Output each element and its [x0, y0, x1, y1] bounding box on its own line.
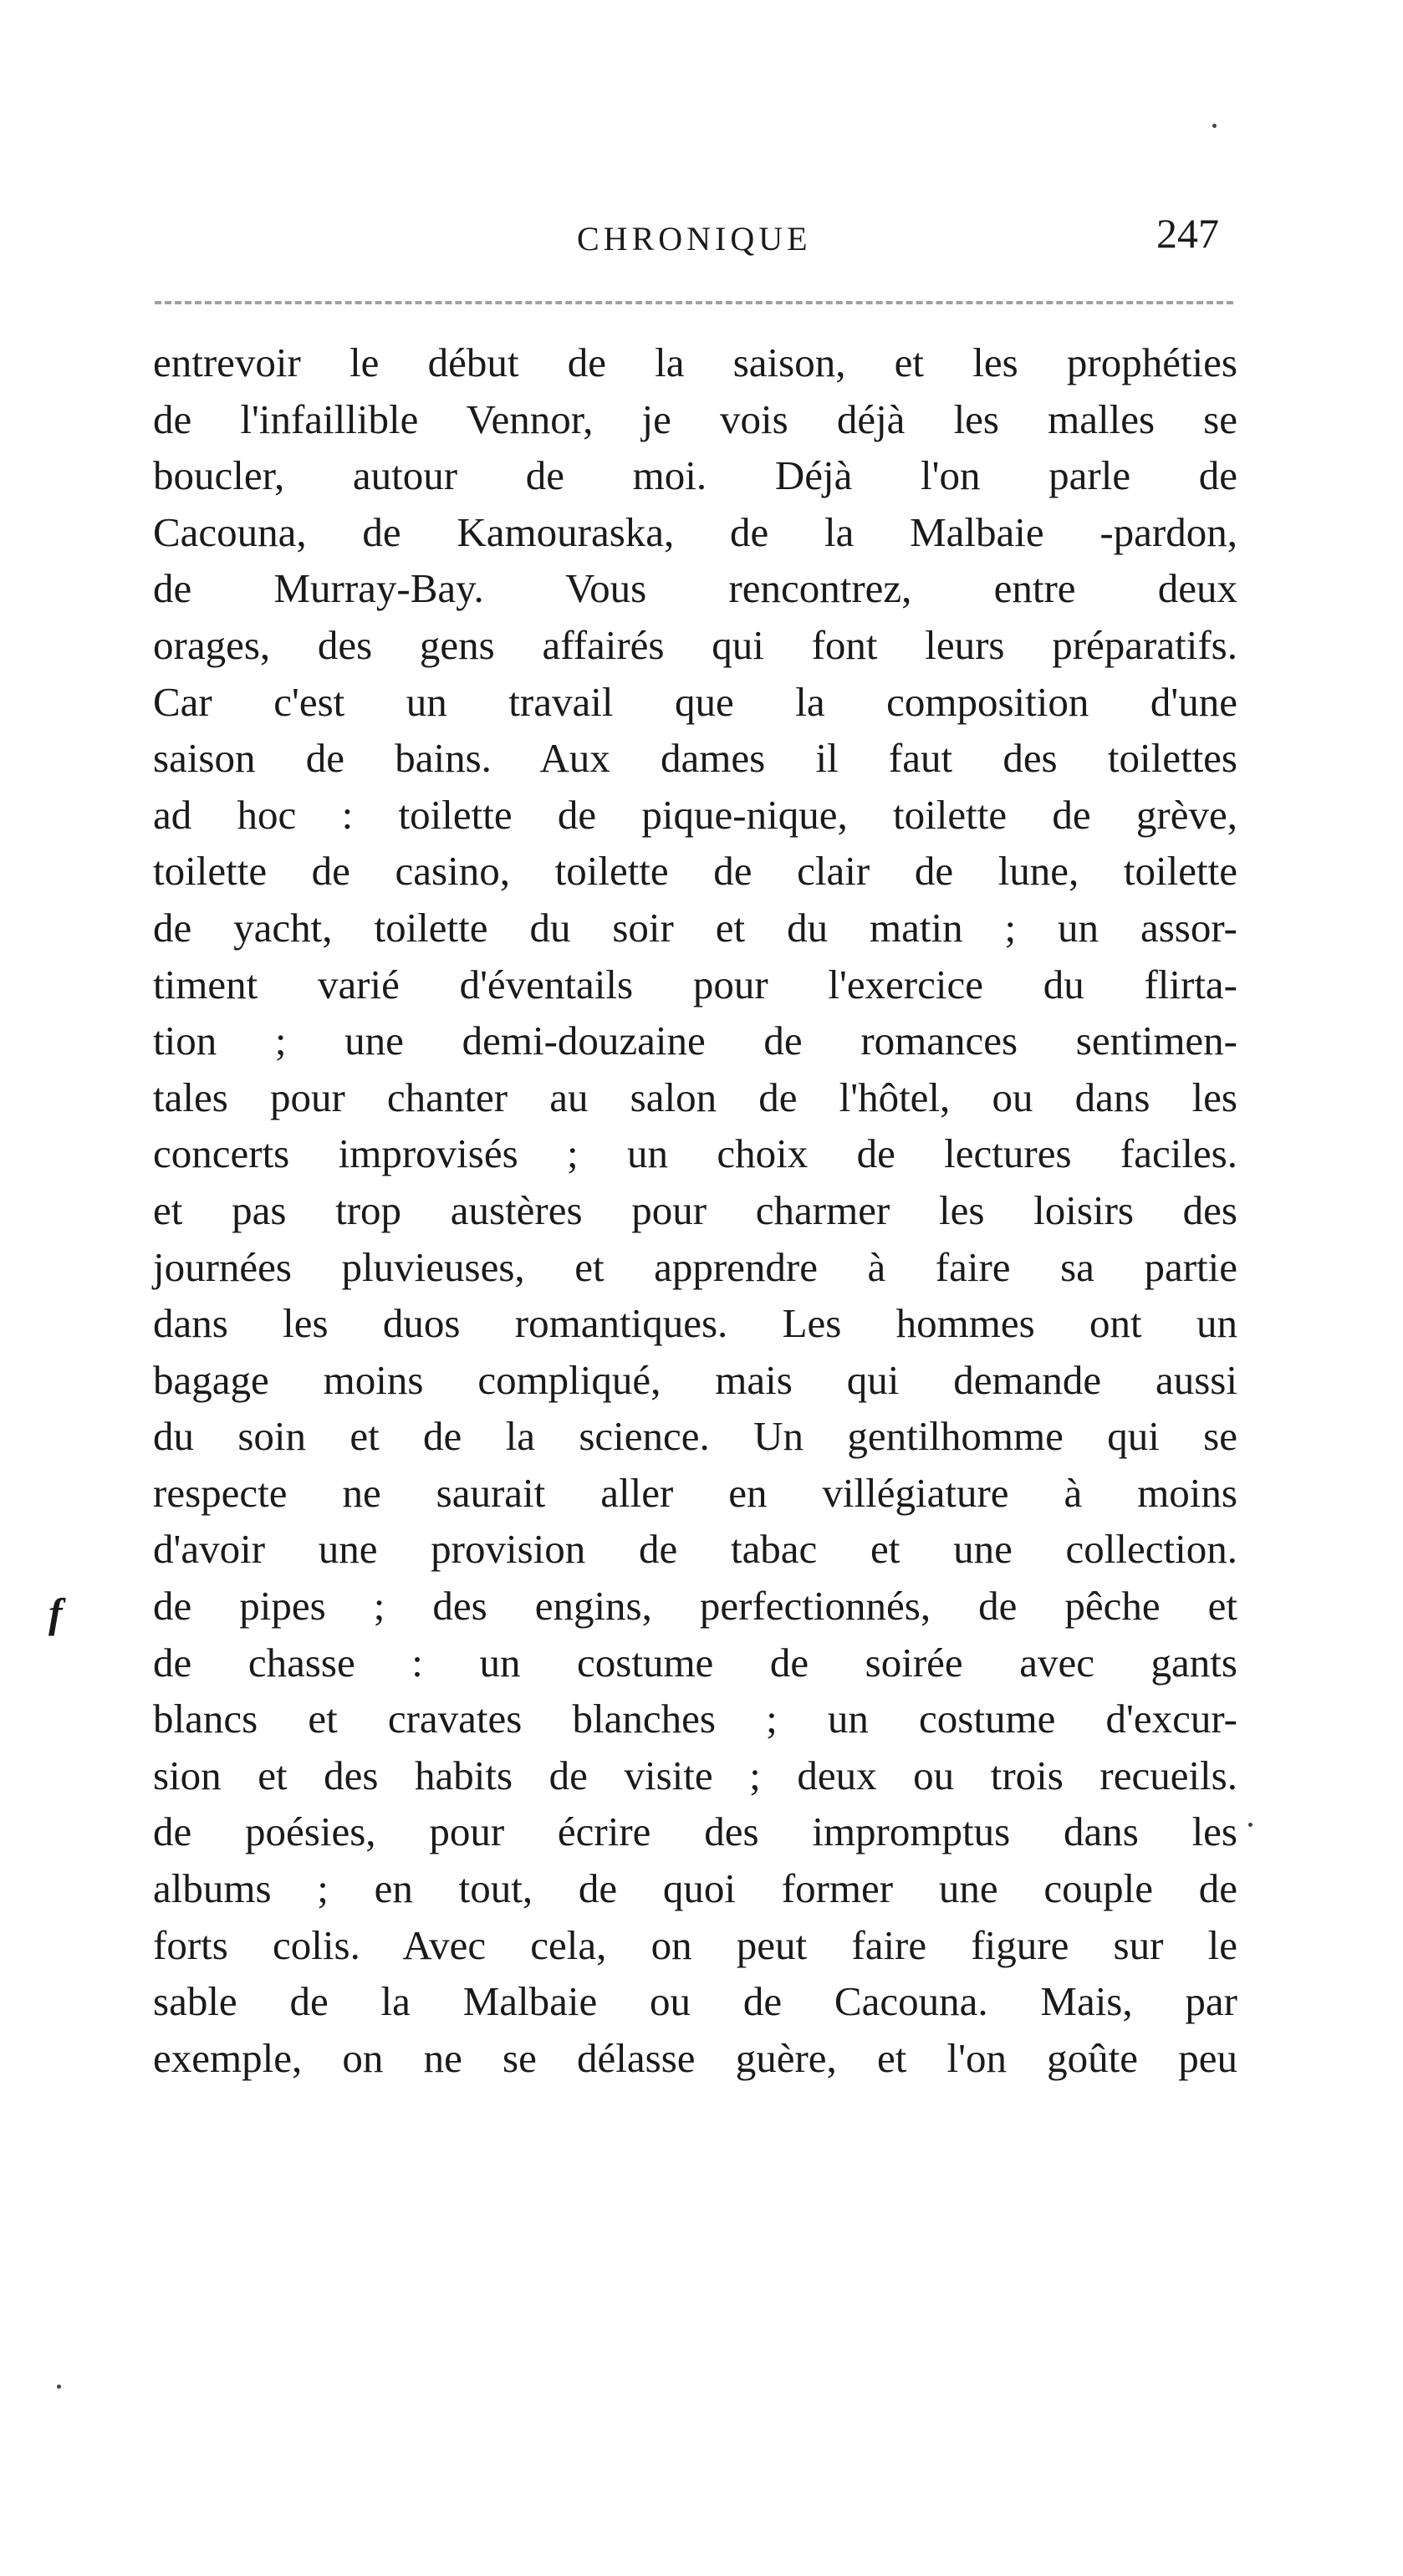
- text-line: tion ; une demi-douzaine de romances sentimen-: [153, 1018, 1237, 1064]
- text-line: et pas trop austères pour charmer les loisirs des: [153, 1186, 1237, 1233]
- text-line: bagage moins compliqué, mais qui demande aussi: [153, 1356, 1237, 1403]
- text-line: de Murray-Bay. Vous rencontrez, entre deux: [153, 565, 1237, 612]
- speck-mark: [57, 2385, 61, 2389]
- speck-mark: [1248, 1823, 1252, 1827]
- text-line: sion et des habits de visite ; deux ou trois recueils.: [153, 1752, 1237, 1798]
- text-line: concerts improvisés ; un choix de lectures faciles.: [153, 1130, 1237, 1177]
- text-line: albums ; en tout, de quoi former une couple de: [153, 1865, 1237, 1912]
- text-line: de poésies, pour écrire des impromptus dans les: [153, 1808, 1237, 1855]
- text-line: orages, des gens affairés qui font leurs préparatifs.: [153, 621, 1237, 668]
- text-line: Car c'est un travail que la composition d'une: [153, 678, 1237, 725]
- text-line: exemple, on ne se délasse guère, et l'on goûte peu: [153, 2034, 1237, 2081]
- text-line: tales pour chanter au salon de l'hôtel, ou dans les: [153, 1074, 1237, 1120]
- text-line: de chasse : un costume de soirée avec gants: [153, 1639, 1237, 1686]
- text-line: ad hoc : toilette de pique-nique, toilette de grève,: [153, 791, 1237, 838]
- text-line: saison de bains. Aux dames il faut des toilettes: [153, 735, 1237, 782]
- text-line: respecte ne saurait aller en villégiature à moins: [153, 1469, 1237, 1516]
- text-line: sable de la Malbaie ou de Cacouna. Mais, par: [153, 1978, 1237, 2025]
- text-line: dans les duos romantiques. Les hommes ont un: [153, 1300, 1237, 1347]
- text-line: boucler, autour de moi. Déjà l'on parle de: [153, 452, 1237, 499]
- text-line: toilette de casino, toilette de clair de lune, toilette: [153, 848, 1237, 895]
- text-line: journées pluvieuses, et apprendre à faire sa partie: [153, 1243, 1237, 1290]
- margin-mark: f: [48, 1589, 63, 1636]
- header-rule: [155, 301, 1233, 304]
- text-line: du soin et de la science. Un gentilhomme qui se: [153, 1413, 1237, 1460]
- text-line: timent varié d'éventails pour l'exercice du flirta-: [153, 961, 1237, 1007]
- text-line: de l'infaillible Vennor, je vois déjà les malles se: [153, 395, 1237, 442]
- page-header: [0, 209, 1403, 276]
- text-line: de yacht, toilette du soir et du matin ; un assor-: [153, 904, 1237, 951]
- running-title: CHRONIQUE: [577, 220, 812, 258]
- text-line: forts colis. Avec cela, on peut faire figure sur le: [153, 1921, 1237, 1968]
- body-text: [153, 334, 1237, 2086]
- text-line: entrevoir le début de la saison, et les prophéties: [153, 339, 1237, 385]
- text-line: blancs et cravates blanches ; un costume d'excur-: [153, 1696, 1237, 1742]
- text-line: Cacouna, de Kamouraska, de la Malbaie -pardon,: [153, 508, 1237, 555]
- text-line: de pipes ; des engins, perfectionnés, de pêche et: [153, 1583, 1237, 1630]
- text-line: d'avoir une provision de tabac et une collection.: [153, 1526, 1237, 1573]
- speck-mark: [1212, 124, 1217, 128]
- page-number: 247: [1156, 210, 1219, 257]
